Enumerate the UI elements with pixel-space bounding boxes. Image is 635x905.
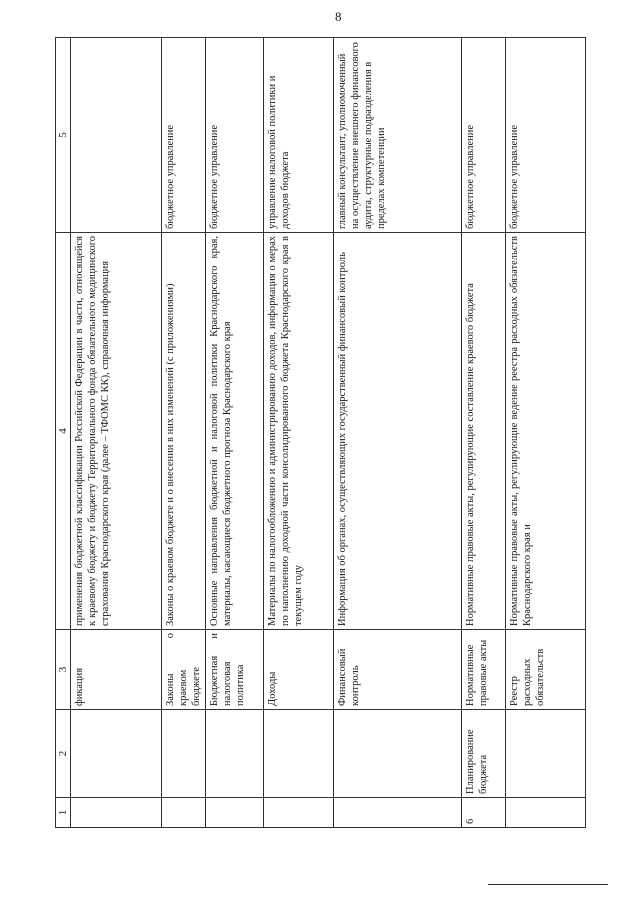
header-cell: 2 (56, 710, 71, 798)
header-cell: 5 (56, 38, 71, 233)
section-cell (206, 710, 264, 798)
content-cell: Информация об органах, осуществляющих государственный финансовый контроль (334, 233, 462, 630)
row-number-cell (71, 798, 162, 828)
section-cell (162, 710, 206, 798)
table-row (71, 38, 162, 828)
responsible-cell: управление налоговой политики и доходов бюджета (264, 38, 334, 233)
content-cell: Нормативные правовые акты, регулирующие составление краевого бюджета (462, 233, 506, 630)
section-cell (264, 710, 334, 798)
subsection-cell: Финансовый контроль (334, 630, 462, 710)
content-cell: применения бюджетной классификации Российской Федерации в части, относящейся к краевому бюджету и бюджету Территориального фонда обязательного медицинского страхования Краснодарского края (далее – ТФОМС КК), справочная информация (71, 233, 162, 630)
responsible-cell (71, 38, 162, 233)
section-cell (334, 710, 462, 798)
header-cell: 1 (56, 798, 71, 828)
subsection-cell: Доходы (264, 630, 334, 710)
content-cell: Основные направления бюджетной и налоговой политики Краснодарского края, материалы, касающиеся бюджетного прогноза Краснодарского края (206, 233, 264, 630)
subsection-cell: Реестр расходных обязательств (506, 630, 586, 710)
table-row (506, 38, 586, 828)
header-cell: 4 (56, 233, 71, 630)
table-row (264, 38, 334, 828)
subsection-cell: фикация (71, 630, 162, 710)
footer-rule (488, 884, 608, 885)
subsection-cell: Законы о краевом бюджете (162, 630, 206, 710)
responsible-cell: главный консультант, уполномоченный на осуществление внешнего финансового аудита, структурные подразделения в пределах компетенции (334, 38, 462, 233)
content-cell: Материалы по налогообложению и администрированию доходов, информация о мерах по наполнению доходной части консолидированного бюджета Краснодарского края в текущем году (264, 233, 334, 630)
data-table (55, 37, 586, 828)
row-number-cell (206, 798, 264, 828)
responsible-cell: бюджетное управление (462, 38, 506, 233)
subsection-cell: Нормативные правовые акты (462, 630, 506, 710)
content-cell: Законы о краевом бюджете и о внесении в них изменений (с приложениями) (162, 233, 206, 630)
responsible-cell: бюджетное управление (206, 38, 264, 233)
table-row (334, 38, 462, 828)
responsible-cell: бюджетное управление (506, 38, 586, 233)
table-row (462, 38, 506, 828)
responsible-cell: бюджетное управление (162, 38, 206, 233)
section-cell: Планирование бюджета (462, 710, 506, 798)
table-header-row (56, 38, 71, 828)
table-row (162, 38, 206, 828)
row-number-cell (162, 798, 206, 828)
row-number-cell (334, 798, 462, 828)
section-cell (71, 710, 162, 798)
section-cell (506, 710, 586, 798)
content-cell: Нормативные правовые акты, регулирующие ведение реестра расходных обязательств Краснодарского края и (506, 233, 586, 630)
subsection-cell: Бюджетная и налоговая политика (206, 630, 264, 710)
header-cell: 3 (56, 630, 71, 710)
rotated-table-container (55, 38, 589, 828)
table-row (206, 38, 264, 828)
row-number-cell: 6 (462, 798, 506, 828)
row-number-cell (506, 798, 586, 828)
page-number: 8 (335, 9, 342, 24)
row-number-cell (264, 798, 334, 828)
